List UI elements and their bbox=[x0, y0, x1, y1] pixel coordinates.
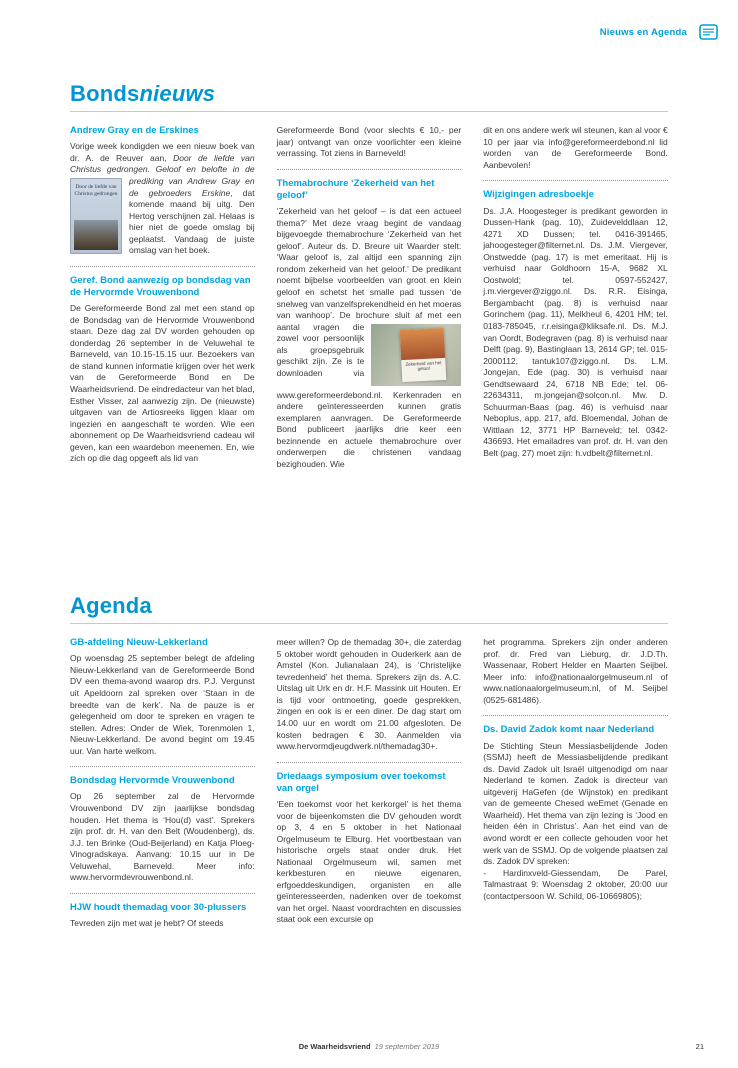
brochure-cover-art bbox=[400, 327, 446, 359]
heading-bold: Bonds bbox=[70, 81, 140, 106]
brochure-cover-title: Zekerheid van het geloof bbox=[405, 359, 442, 372]
agenda-columns bbox=[70, 637, 668, 929]
bondsnieuws-columns bbox=[70, 125, 668, 470]
article-body: ‘Een toekomst voor het kerkorgel’ is het thema voor de bijeenkomsten die DV gehouden wordt op 3, 4 en 5 oktober in het Nationaal Orgelmuseum te Elburg. Het voortbestaan van historische orgels staat onder druk. Het Nationaal Orgelmuseum wil, samen met kerkbesturen en nieuwe eigenaren, erfgoeddeskundigen, organisten en alle geïnteresseerden, nadenken over de toekomst van het orgel. Naast voordrachten en discussies staat ook een excursie op bbox=[276, 798, 462, 925]
body-text: met een aantal vragen die zowel voor persoonlijk als groepsgebruik geschikt zijn. Ze is te downloaden via www.gereformeerdebond.nl. Kerkenraden en andere geïnteresseerden kunnen gratis exemplaren aanvragen. De Gereformeerde Bond publiceert jaarlijks drie keer een bezinnende en actuele themabrochure over onderwerpen die christenen vandaag bezighouden. Wie bbox=[276, 310, 462, 469]
dotted-separator bbox=[70, 893, 255, 894]
article-continuation: Gereformeerde Bond (voor slechts € 10,- per jaar) ontvangt van onze voorlichter een kleine verrassing. Tot ziens in Barneveld! bbox=[276, 125, 462, 159]
page-number: 21 bbox=[695, 1042, 704, 1051]
body-text-italic: Door de liefde van Christus gedrongen. Geloof en belofte in de bbox=[70, 152, 255, 175]
article-title: HJW houdt themadag voor 30-plussers bbox=[70, 901, 247, 913]
article-body: De Gereformeerde Bond zal met een stand op de Bondsdag van de Hervormde Vrouwenbond staan. Deze dag zal DV worden gehouden op donderdag 26 september in de Veluwehal te Barneveld, van 10.15-15.15 uur. Bezoekers van de stand kunnen informatie krijgen over het werk van de Gereformeerde Bond en De Waarheidsvriend. De eindredacteur van het blad, Esther Visser, zal aanwezig zijn. De (nieuwste) uitgaven van de Artiosreeks liggen klaar om ingezien en aangeschaft te worden. Wie een abonnement op De Waarheidsvriend cadeau wil geven, kan een waardebon meenemen. En, wie zich op die dag opgeeft als lid van bbox=[70, 303, 255, 464]
footer-center bbox=[0, 1042, 738, 1051]
article-body: De Stichting Steun Messiasbelijdende Joden (SSMJ) heeft de Messiasbelijdende predikant ds. David Zadok uit Israël uitgenodigd om naar Nederland te komen. Zadok is directeur van uitgeverij HaGefen (de Wijnstok) en predikant van de gemeente Chesed weEmet (Genade en Waarheid). Het thema van zijn lezing is ‘Jood en heiden één in Christus’. Aan het eind van de avond wordt er een collecte gehouden voor het werk van de SSMJ. Op de volgende plaatsen zal ds. Zadok DV spreken: bbox=[483, 740, 668, 867]
book-cover-art bbox=[74, 220, 118, 250]
article-body: Op 26 september zal de Hervormde Vrouwenbond DV zijn jaarlijkse bondsdag houden. Het thema is ‘Hou(d) vast’. Sprekers zijn prof. dr. H. van den Belt (Woudenberg), ds. J.J. ten Brinke (Oud-Beijerland) en Katja Ploeg-Vinogradskaya. Aanvang: 10.15 uur in De Veluwehal, Barneveld. Meer info: www.hervormdevrouwenbond.nl. bbox=[70, 791, 255, 883]
article-continuation: meer willen? Op de themadag 30+, die zaterdag 5 oktober wordt gehouden in Ouderkerk aan de Amstel (Kon. Julianalaan 24), is ‘Christelijke tevredenheid’ het thema. Sprekers zijn ds. A.C. Uitslag uit Urk en dr. H.F. Massink uit Houten. Er is tijd voor ontmoeting, goede gesprekken, zingen en ook is er een diner. De dag start om 14.00 uur en wordt om 21.00 afgesloten. De kosten bedragen € 30. Aanmelden via www.hervormdjeugdwerk.nl/themadag30+. bbox=[276, 637, 462, 752]
article-title: Andrew Gray en de Erskines bbox=[70, 125, 199, 137]
page-footer bbox=[0, 1042, 738, 1056]
news-icon bbox=[699, 24, 718, 40]
article-body: Tevreden zijn met wat je hebt? Of steeds bbox=[70, 917, 224, 928]
article-list-item: - Hardinxveld-Giessendam, De Parel, Talmastraat 9: Woensdag 2 oktober, 20:00 uur (contactpersoon W. Schild, 06-10669805); bbox=[483, 867, 668, 901]
article-body: Op woensdag 25 september belegt de afdeling Nieuw-Lekkerland van de Gereformeerde Bond DV een thema-avond waarop drs. P.J. Vergunst uit Apeldoorn zal spreken over ‘Staan in de breedte van de kerk’. Na de pauze is er gelegenheid om door te spreken en vragen te stellen. Adres: Onder de Wiek, Torenmolen 1, Nieuw-Lekkerland. De avond begint om 19.45 uur. Van harte welkom. bbox=[70, 653, 255, 756]
article-title: Bondsdag Hervormde Vrouwenbond bbox=[70, 775, 235, 787]
bondsnieuws-section bbox=[70, 82, 668, 470]
article-title: Wijzigingen adresboekje bbox=[483, 189, 594, 201]
heading-rule bbox=[70, 111, 668, 112]
body-text: , dat komende maand bij uitg. Den Hertog verschijnen zal. Helaas is hier niet de goede omslag bij geplaatst. Vandaag de juiste omslag van het boek. bbox=[129, 187, 255, 256]
article-title: GB-afdeling Nieuw-Lekkerland bbox=[70, 637, 208, 649]
article-body: Ds. J.A. Hoogesteger is predikant geworden in Dussen-Hank (pag. 10), Zuidevelddlaan 12, 4271 XD Dussen; tel. 0416-391465, jahoogesteger@filternet.nl. Ds. J.M. Viergever, Onstwedde (pag. 17) is met emeritaat. Hij is verhuisd naar Goldhoorn 15-A, 9682 XL Oostwold; tel. 0597-552427, j.m.viergever@ziggo.nl. Ds. R.R. Eisinga, Bergambacht (pag. 8) is verhuisd naar Gorinchem (pag. 11), Melkheul 6, 4201 HM; tel. 0183-785045, r.r.eisinga@kliksafe.nl. Ds. M.J. van Oordt, Bodegraven (pag. 8) is verhuisd naar Delft (pag. 9), Bastinglaan 13, 2614 GP; tel. 015-2000112, tantuk107@ziggo.nl. Ds. L.M. Jongejan, Ede (pag. 30) is verhuisd naar Gendtsewaard 24, 6718 NB Ede; tel. 06-22634311, m.jongejan@solcon.nl. Mw. D. Schuurman-Baas (pag. 46) is verhuisd naar Neboplus, app. 217, afd. Bloemendal, Johan de Wittlaan 12, 3771 HP Barneveld; tel. 0342-436693. Het emailadres van prof. dr. H. van den Belt (pag. 27) moet zijn: h.vdbelt@filternet.nl. bbox=[483, 205, 668, 459]
bonds-column-2 bbox=[277, 125, 462, 470]
bondsnieuws-heading bbox=[70, 82, 668, 106]
article-title: Themabrochure ‘Zekerheid van het geloof’ bbox=[276, 177, 435, 201]
article-body bbox=[70, 141, 255, 256]
dotted-separator bbox=[277, 169, 462, 170]
heading-rule bbox=[70, 623, 668, 624]
agenda-column-3 bbox=[483, 637, 668, 929]
heading-bold: Agenda bbox=[70, 593, 152, 618]
agenda-section bbox=[70, 594, 668, 930]
book-cover-image bbox=[70, 178, 122, 254]
brochure-photo bbox=[371, 324, 461, 386]
article-title: Ds. David Zadok komt naar Nederland bbox=[483, 724, 655, 736]
body-text: Vorige week kondigden we een nieuw boek van dr. A. de Reuver aan, bbox=[70, 141, 255, 163]
article-continuation: het programma. Sprekers zijn onder anderen prof. dr. Fred van Lieburg, dr. J.D.Th. Wassenaar, Robert Helder en Maarten Seijbel. Meer info: info@nationaalorgelmuseum.nl of www.nationaalorgelmuseum.nl, of M. Seijbel (0525-681486). bbox=[483, 637, 668, 705]
article-body bbox=[277, 206, 462, 470]
article-continuation: dit en ons andere werk wil steunen, kan al voor € 10 per jaar via info@gereformeerdebond.nl lid worden van de Gereformeerde Bond. Aanbevolen! bbox=[483, 125, 668, 170]
article-title: Driedaags symposium over toekomst van orgel bbox=[276, 770, 446, 794]
dotted-separator bbox=[483, 715, 668, 716]
heading-italic: nieuws bbox=[139, 81, 216, 106]
agenda-column-1 bbox=[70, 637, 255, 929]
brochure-cover bbox=[400, 327, 447, 381]
book-cover-title: Door de liefde van Christus gedrongen bbox=[74, 183, 118, 197]
bonds-column-1 bbox=[70, 125, 255, 470]
section-label: Nieuws en Agenda bbox=[599, 26, 687, 38]
body-text-italic: prediking van Andrew Gray en de gebroeders Erskine bbox=[129, 175, 255, 198]
dotted-separator bbox=[277, 762, 462, 763]
issue-date: 19 september 2019 bbox=[374, 1042, 440, 1051]
agenda-column-2 bbox=[277, 637, 462, 929]
article-title: Geref. Bond aanwezig op bondsdag van de Hervormde Vrouwenbond bbox=[70, 274, 251, 298]
dotted-separator bbox=[70, 266, 255, 267]
dotted-separator bbox=[483, 180, 668, 181]
body-text: ‘Zekerheid van het geloof – is dat een actueel thema?’ Met deze vraag begint de vandaag bijgevoegde themabrochure ‘Zekerheid van het geloof’. Auteur ds. D. Breure uit Waarder stelt: ‘Waar geloof is, zal altijd een spanning zijn rondom zekerheid van het geloof.’ De predikant noemt bijbelse voorbeelden van groot en klein geloof en schetst het smalle pad tussen ‘de snelweg van vanzelfsprekendheid en het moeras van wanhoop’. De brochure sluit af bbox=[276, 206, 462, 321]
magazine-name: De Waarheidsvriend bbox=[298, 1042, 371, 1051]
page-header bbox=[600, 24, 718, 40]
agenda-heading bbox=[70, 594, 668, 618]
bonds-column-3 bbox=[483, 125, 668, 470]
dotted-separator bbox=[70, 766, 255, 767]
